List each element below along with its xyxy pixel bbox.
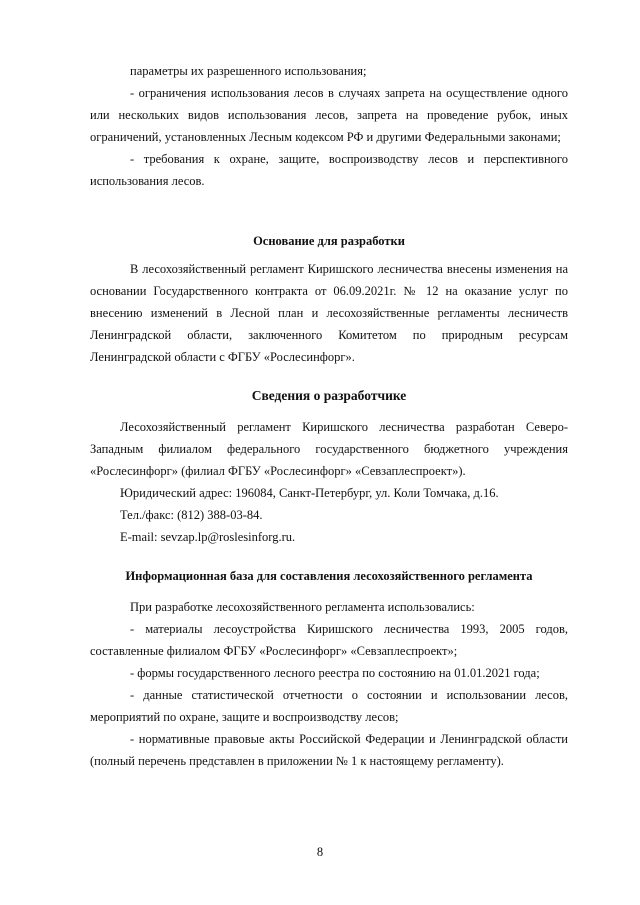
list-item: - материалы лесоустройства Киришского лесничества 1993, 2005 годов, составленные филиалом ФГБУ «Рослесинфорг» «Севзаплеспроект»;: [90, 622, 568, 658]
list-item: - формы государственного лесного реестра по состоянию на 01.01.2021 года;: [130, 666, 540, 680]
developer-email: E-mail: sevzap.lp@roslesinforg.ru.: [120, 530, 296, 544]
list-item: - нормативные правовые акты Российской Федерации и Ленинградской области (полный перечень представлен в приложении № 1 к настоящему регламенту).: [90, 732, 568, 768]
list-item: - требования к охране, защите, воспроизводству лесов и перспективного использования лесов.: [90, 152, 568, 188]
list-item: - ограничения использования лесов в случаях запрета на осуществление одного или нескольких видов использования лесов, запрета на проведение рубок, иных ограничений, установленных Лесным кодексом РФ и другими Федеральными законами;: [90, 86, 568, 144]
info-intro: При разработке лесохозяйственного регламента использовались:: [130, 600, 475, 614]
developer-address: Юридический адрес: 196084, Санкт-Петербург, ул. Коли Томчака, д.16.: [120, 486, 499, 500]
intro-list: [90, 60, 568, 192]
info-section: [90, 596, 568, 772]
developer-phone: Тел./факс: (812) 388-03-84.: [120, 508, 263, 522]
page-number: 8: [316, 845, 324, 859]
list-item: - данные статистической отчетности о состоянии и использовании лесов, мероприятий по охране, защите и воспроизводству лесов;: [90, 688, 568, 724]
heading-basis: Основание для разработки: [253, 234, 405, 248]
list-item-continuation: параметры их разрешенного использования;: [130, 64, 367, 78]
developer-paragraph: Лесохозяйственный регламент Киришского лесничества разработан Северо-Западным филиалом федерального государственного бюджетного учреждения «Рослесинфорг» (филиал ФГБУ «Рослесинфорг» «Севзаплеспроект»).: [90, 420, 568, 478]
heading-developer: Сведения о разработчике: [251, 388, 407, 403]
heading-info-base: Информационная база для составления лесохозяйственного регламента: [125, 569, 533, 583]
basis-section: [90, 258, 568, 368]
developer-section: [90, 416, 568, 548]
basis-paragraph: В лесохозяйственный регламент Киришского лесничества внесены изменения на основании Государственного контракта от 06.09.2021г. № 12 на оказание услуг по внесению изменений в Лесной план и лесохозяйственные регламенты лесничеств Ленинградской области, заключенного Комитетом по природным ресурсам Ленинградской области с ФГБУ «Рослесинфорг».: [90, 262, 568, 364]
